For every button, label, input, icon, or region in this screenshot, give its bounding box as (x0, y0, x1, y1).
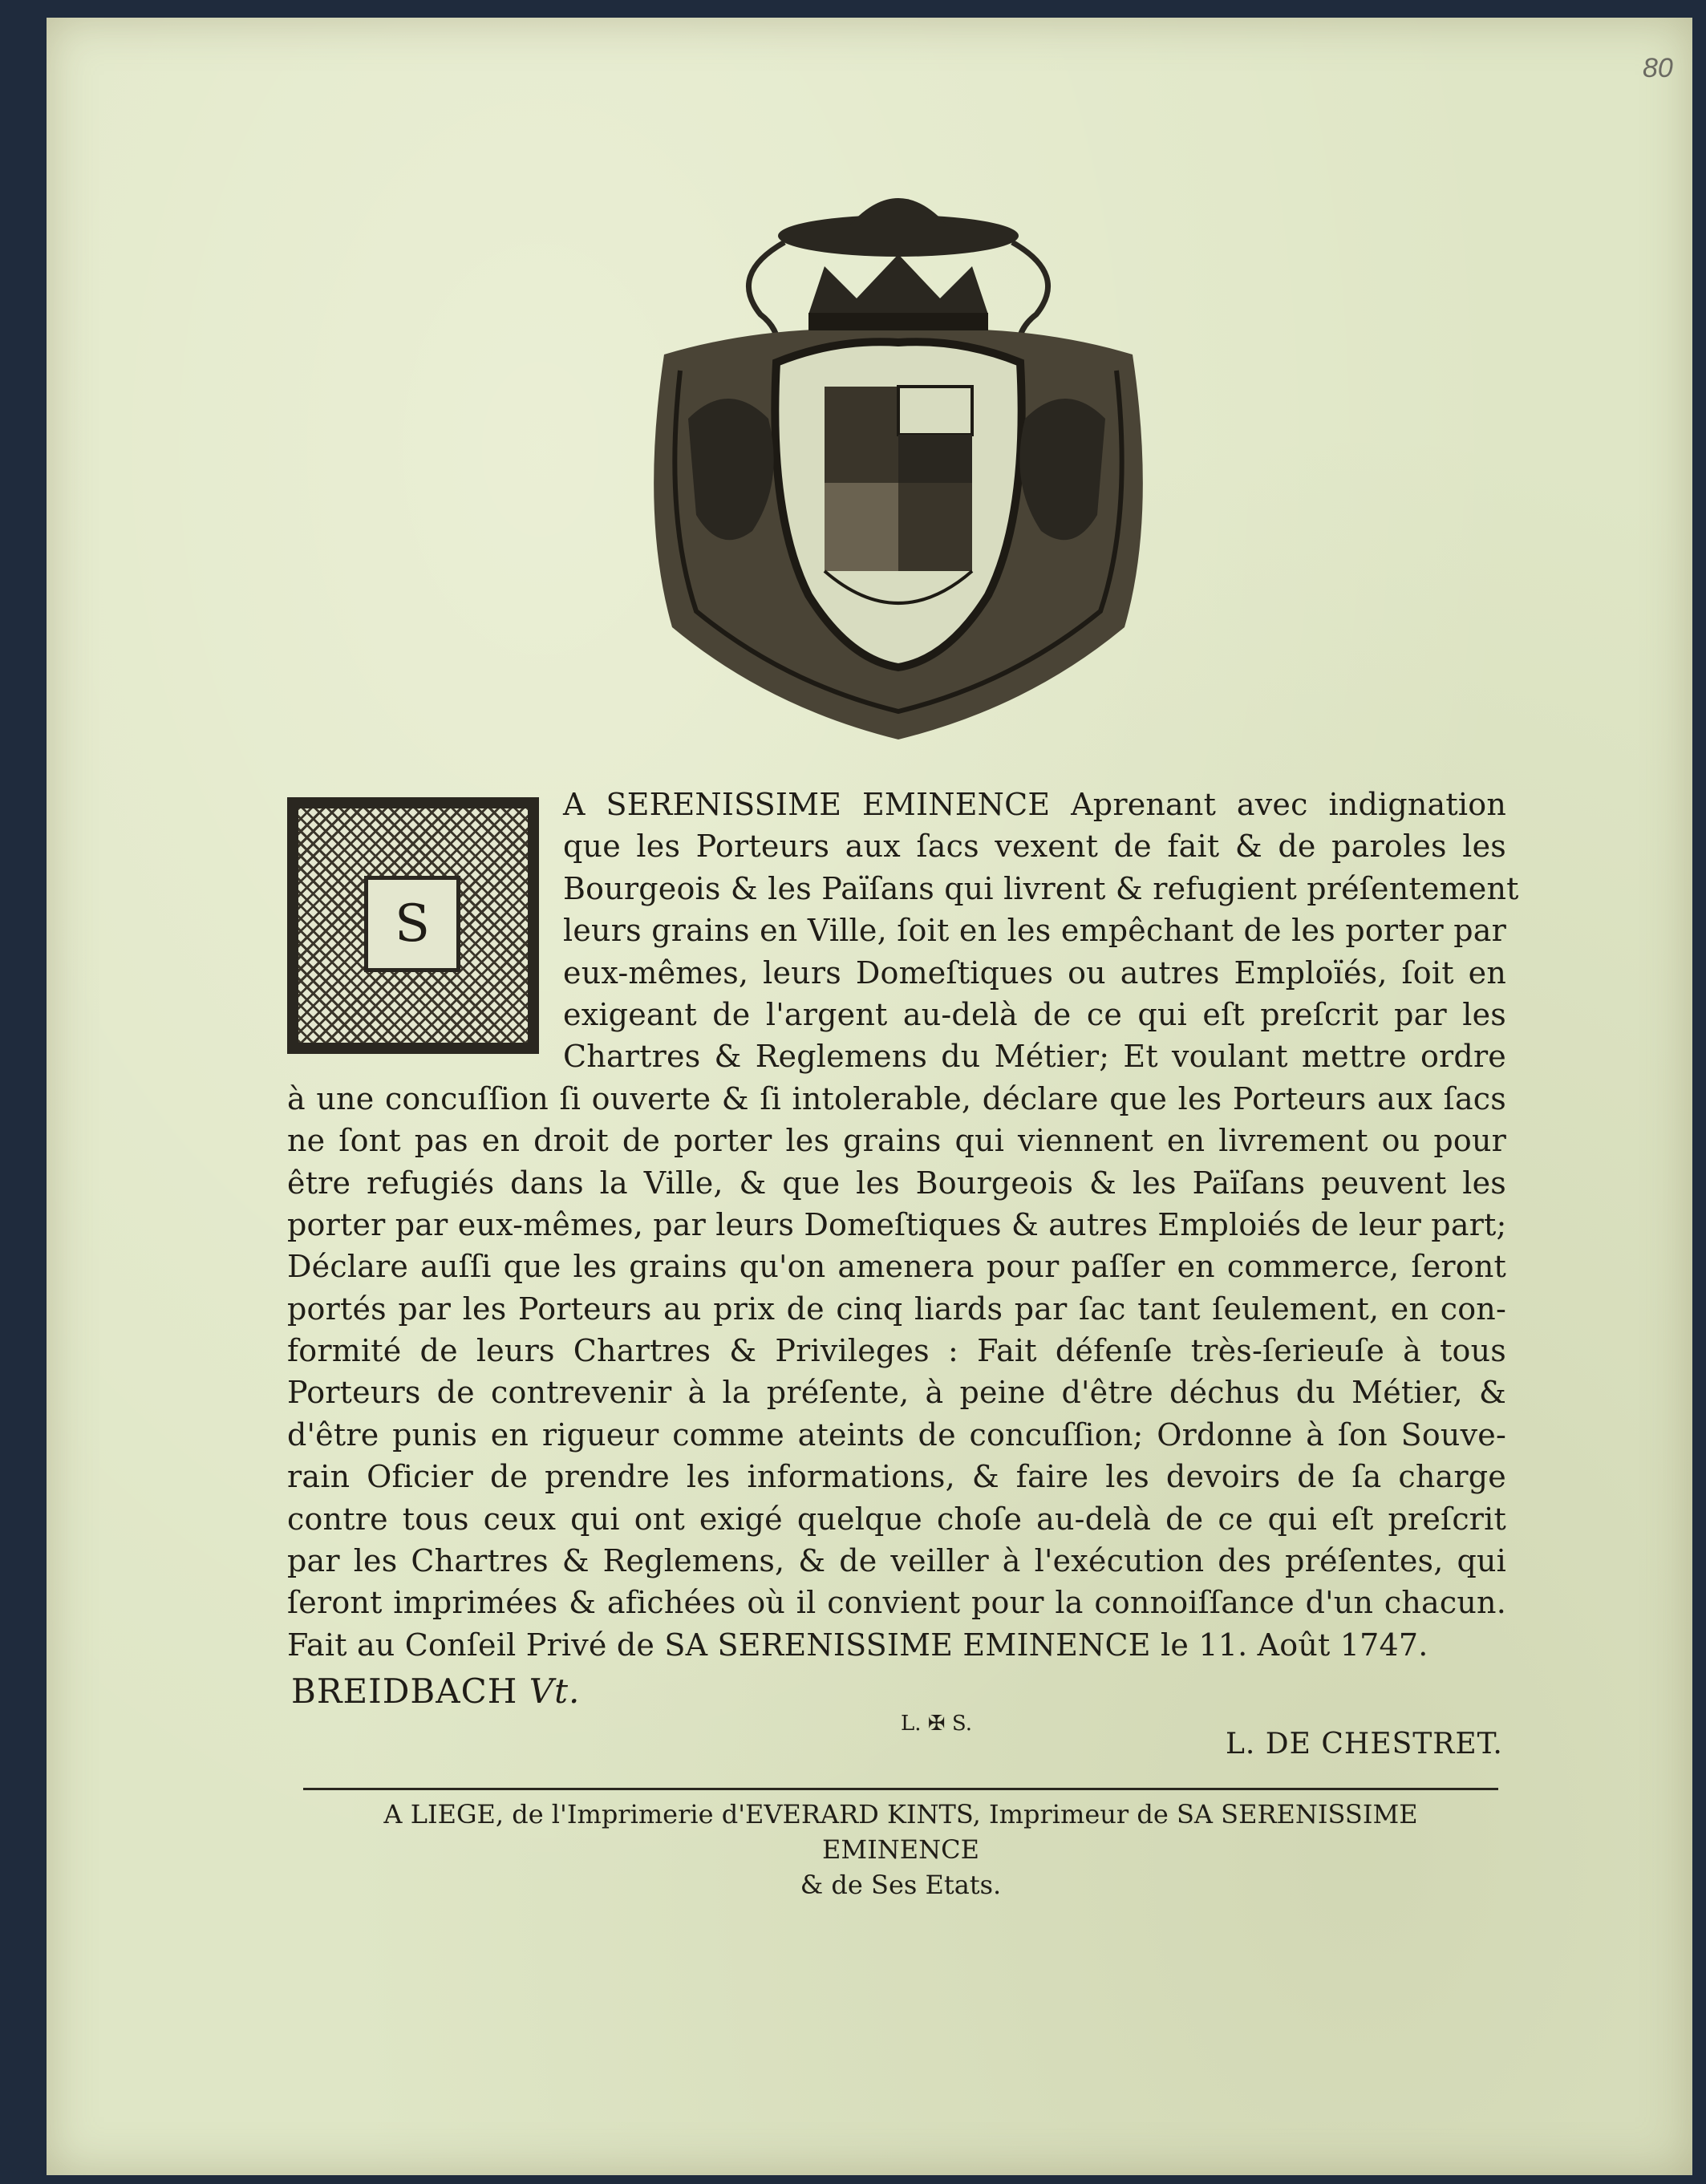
signature-chestret: L. DE CHESTRET. (1226, 1728, 1503, 1761)
text-line: leurs grains en Ville, ſoit en les empêchant de les porter par (563, 913, 1506, 949)
drop-cap-letter: S (364, 876, 460, 972)
signature-breidbach (291, 1671, 580, 1711)
text-line: Porteurs de contrevenir à la préſente, à peine d'être déchus du Métier, & (287, 1375, 1506, 1411)
text-line: d'être punis en rigueur comme ateints de concuſſion; Ordonne à ſon Souve- (287, 1416, 1506, 1453)
text-line: portés par les Porteurs au prix de cinq liards par ſac tant ſeulement, en con- (287, 1291, 1506, 1327)
text-line: Déclare auſſi que les grains qu'on amenera pour paſſer en commerce, ſeront (287, 1249, 1506, 1285)
text-line: exigeant de l'argent au-delà de ce qui eſt preſcrit par les (563, 996, 1506, 1032)
seal-mark: L. ✠ S. (901, 1712, 972, 1736)
text-line: être refugiés dans la Ville, & que les Bourgeois & les Païſans peuvent les (287, 1165, 1506, 1201)
coat-of-arms-icon (608, 178, 1185, 756)
text-line: rain Oficier de prendre les informations, & faire les devoirs de ſa charge (287, 1459, 1506, 1495)
text-line: A SERENISSIME EMINENCE Aprenant avec indignation (563, 787, 1506, 822)
imprint-line: & de Ses Etats. (800, 1870, 1002, 1900)
text-line: Fait au Conſeil Privé de SA SERENISSIME EMINENCE le 11. Août 1747. (287, 1627, 1428, 1663)
divider (303, 1788, 1498, 1790)
signature-name: BREIDBACH (291, 1671, 518, 1711)
text-line: par les Chartres & Reglemens, & de veiller à l'exécution des préſentes, qui (287, 1543, 1506, 1579)
text-line: eux-mêmes, leurs Domeſtiques ou autres Emploïés, ſoit en (563, 954, 1506, 991)
text-line: formité de leurs Chartres & Privileges : Fait défenſe très-ſerieuſe à tous (287, 1333, 1506, 1369)
text-line: contre tous ceux qui ont exigé quelque choſe au-delà de ce qui eſt preſcrit (287, 1501, 1506, 1537)
page-number: 80 (1643, 53, 1673, 83)
text-line: Bourgeois & les Païſans qui livrent & refugient préſentement (563, 870, 1519, 906)
text-line: que les Porteurs aux ſacs vexent de fait & de paroles les (563, 829, 1506, 865)
text-line: à une concuſſion ſi ouverte & ſi intolerable, déclare que les Porteurs aux ſacs (287, 1080, 1506, 1116)
imprint-line: A LIEGE, de l'Imprimerie d'EVERARD KINTS, Imprimeur de SA SERENISSIME EMINENCE (383, 1799, 1418, 1865)
poster-sheet (47, 18, 1692, 2175)
text-line: ne ſont pas en droit de porter les grains qui viennent en livrement ou pour (287, 1123, 1506, 1159)
printer-imprint (303, 1797, 1498, 1902)
text-line: Chartres & Reglemens du Métier; Et voulant mettre ordre (563, 1039, 1506, 1075)
text-line: porter par eux-mêmes, par leurs Domeſtiques & autres Emploiés de leur part; (287, 1206, 1507, 1242)
decree-text (287, 784, 1519, 1666)
signature-suffix: Vt. (529, 1671, 581, 1711)
text-line: ſeront imprimées & afichées où il convient pour la connoiſſance d'un chacun. (287, 1585, 1506, 1621)
